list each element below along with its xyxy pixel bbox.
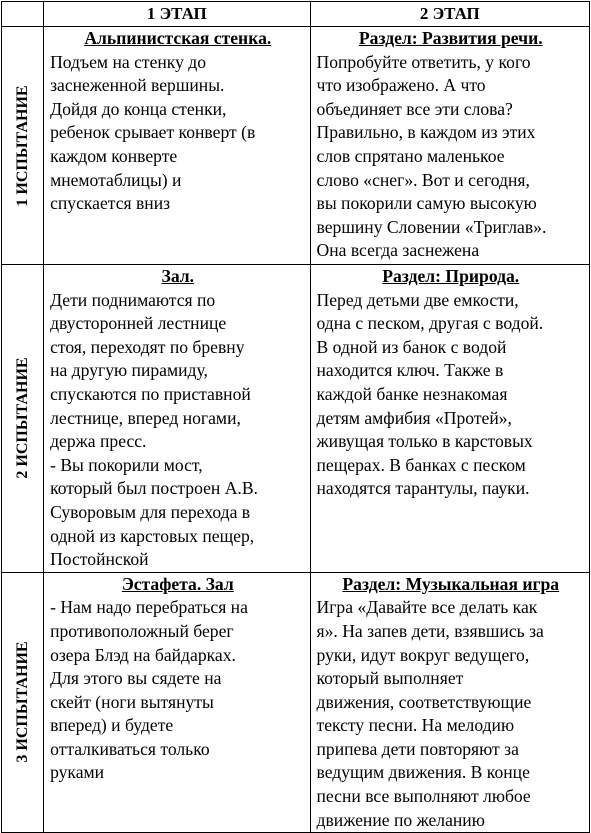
cell-text: Подъем на стенку до заснеженной вершины. Дойдя до конца стенки, ребенок срывает конверт (в каждом конверте мнемотаблицы) и спускается вниз <box>50 51 256 214</box>
table-row <box>2 572 590 833</box>
row-label-cell <box>2 265 44 573</box>
row-label: 1 ИСПЫТАНИЕ <box>13 84 31 207</box>
stage1-cell <box>44 572 310 833</box>
cell-heading: Раздел: Развития речи. <box>358 28 543 48</box>
cell-heading: Раздел: Природа. <box>382 266 520 286</box>
cell-heading: Эстафета. Зал <box>121 573 234 594</box>
column-header: 1 ЭТАП <box>44 2 310 27</box>
row-label: 3 ИСПЫТАНИЕ <box>13 641 31 764</box>
cell-heading: Раздел: Музыкальная игра <box>342 573 560 594</box>
cell-text: Перед детьми две емкости, одна с песком, другая с водой. В одной из банок с водой находится ключ. Также в каждой банке незнакомая детям амфибия «Протей», живущая только в карстовых пещерах. В банках с песком находятся тарантулы, пауки. <box>316 289 544 499</box>
cell-text: Попробуйте ответить, у кого что изображено. А что объединяет все эти слова? Правильно, в каждом из этих слов спрятано маленькое слово «снег». Вот и сегодня, вы покорили самую высокую вершину Словении «Триглав». Она всегда заснежена <box>316 51 547 261</box>
header-row <box>2 2 590 27</box>
cell-heading: Зал. <box>161 266 195 286</box>
cell-text: Игра «Давайте все делать как я». На запев дети, взявшись за руки, идут вокруг ведущего, который выполняет движения, соответствующие тексту песни. На мелодию припева дети повторяют за ведущим движения. В конце песни все выполняют любое движение по желанию <box>316 597 544 830</box>
stage1-cell <box>44 265 310 573</box>
corner-cell <box>2 2 44 27</box>
stage2-cell <box>310 265 589 573</box>
stages-table <box>1 1 590 833</box>
column-header: 2 ЭТАП <box>310 2 589 27</box>
stage2-cell <box>310 572 589 833</box>
cell-text: - Нам надо перебраться на противоположный берег озера Блэд на байдарках. Для этого вы сядете на скейт (ноги вытянуты вперед) и будете отталкиваться только руками <box>50 597 248 783</box>
cell-text: Дети поднимаются по двусторонней лестнице стоя, переходят по бревну на другую пирамиду, спускаются по приставной лестнице, вперед ногами, держа пресс. - Вы покорили мост, который был построен А.В. Суворовым для перехода в одной из карстовых пещер, Постойнской <box>50 289 258 570</box>
row-label-cell <box>2 27 44 265</box>
row-label-cell <box>2 572 44 833</box>
stage1-cell <box>44 27 310 265</box>
cell-heading: Альпинистская стенка. <box>84 28 272 48</box>
row-label: 2 ИСПЫТАНИЕ <box>13 357 31 479</box>
table-row <box>2 27 590 265</box>
table-row <box>2 265 590 573</box>
stage2-cell <box>310 27 589 265</box>
